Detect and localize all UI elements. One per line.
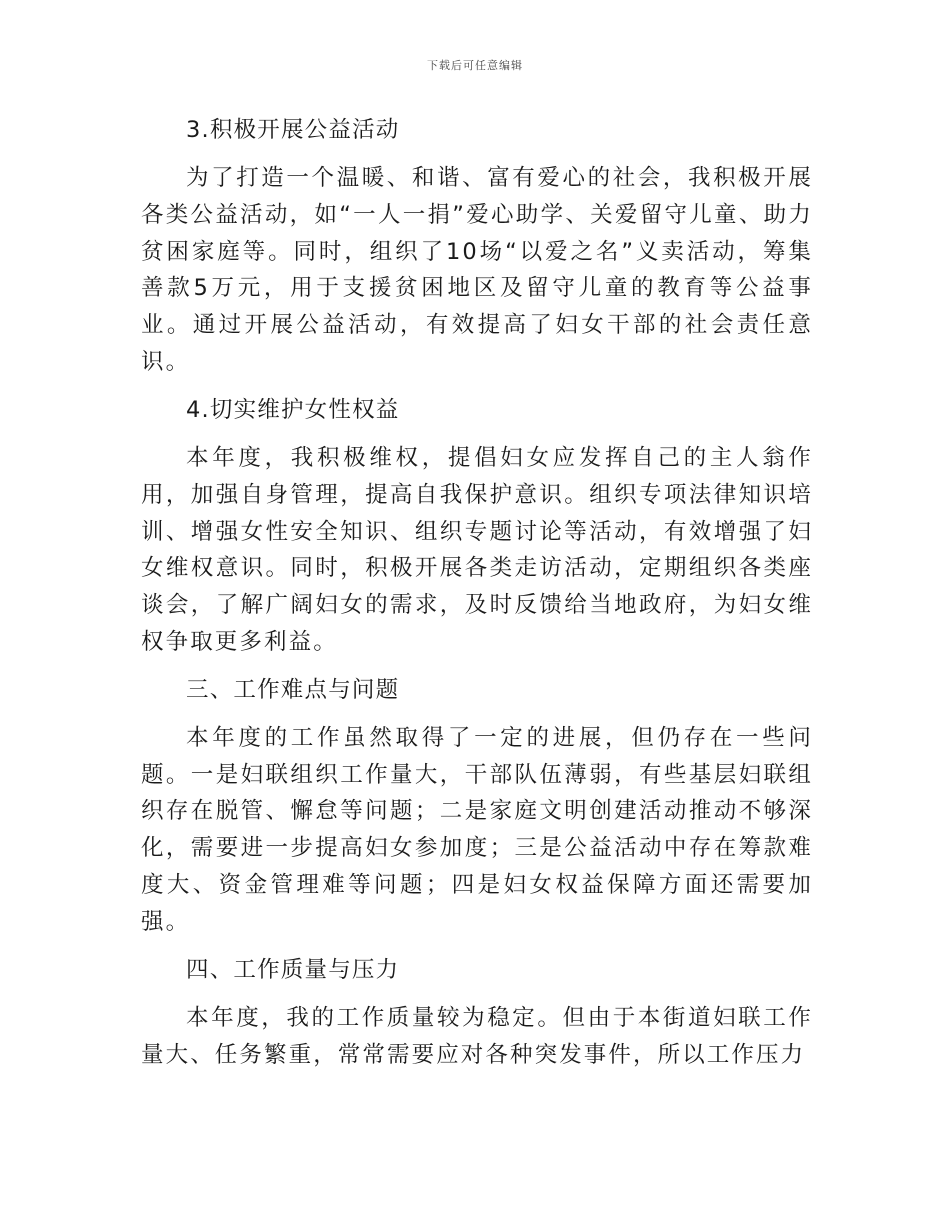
paragraph-women-rights: 本年度，我积极维权，提倡妇女应发挥自己的主人翁作用，加强自身管理，提高自我保护意识。组织专项法律知识培训、增强女性安全知识、组织专题讨论等活动，有效增强了妇女维权意识。同时，积极开展各类走访活动，定期组织各类座谈会，了解广阔妇女的需求，及时反馈给当地政府，为妇女维权争取更多利益。: [141, 445, 813, 655]
section-heading-quality-pressure: 四、工作质量与压力: [186, 956, 400, 983]
section-heading-public-welfare: 3.积极开展公益活动: [186, 117, 400, 143]
paragraph-difficulties: 本年度的工作虽然取得了一定的进展，但仍存在一些问题。一是妇联组织工作量大，干部队伍薄弱，有些基层妇联组织存在脱管、懈怠等问题；二是家庭文明创建活动推动不够深化，需要进一步提高妇女参加度；三是公益活动中存在筹款难度大、资金管理难等问题；四是妇女权益保障方面还需要加强。: [141, 725, 813, 935]
section-heading-women-rights: 4.切实维护女性权益: [186, 396, 400, 423]
page-header-note: 下载后可任意编辑: [427, 59, 523, 72]
paragraph-public-welfare: 为了打造一个温暖、和谐、富有爱心的社会，我积极开展各类公益活动，如“一人一捐”爱心助学、关爱留守儿童、助力贫困家庭等。同时，组织了10场“以爱之名”义卖活动，筹集善款5万元，用于支援贫困地区及留守儿童的教育等公益事业。通过开展公益活动，有效提高了妇女干部的社会责任意识。: [141, 165, 813, 375]
section-heading-difficulties: 三、工作难点与问题: [186, 676, 400, 703]
document-body: [141, 112, 813, 1085]
paragraph-quality-pressure: 本年度，我的工作质量较为稳定。但由于本街道妇联工作量大、任务繁重，常常需要应对各种突发事件，所以工作压力: [141, 1004, 813, 1068]
